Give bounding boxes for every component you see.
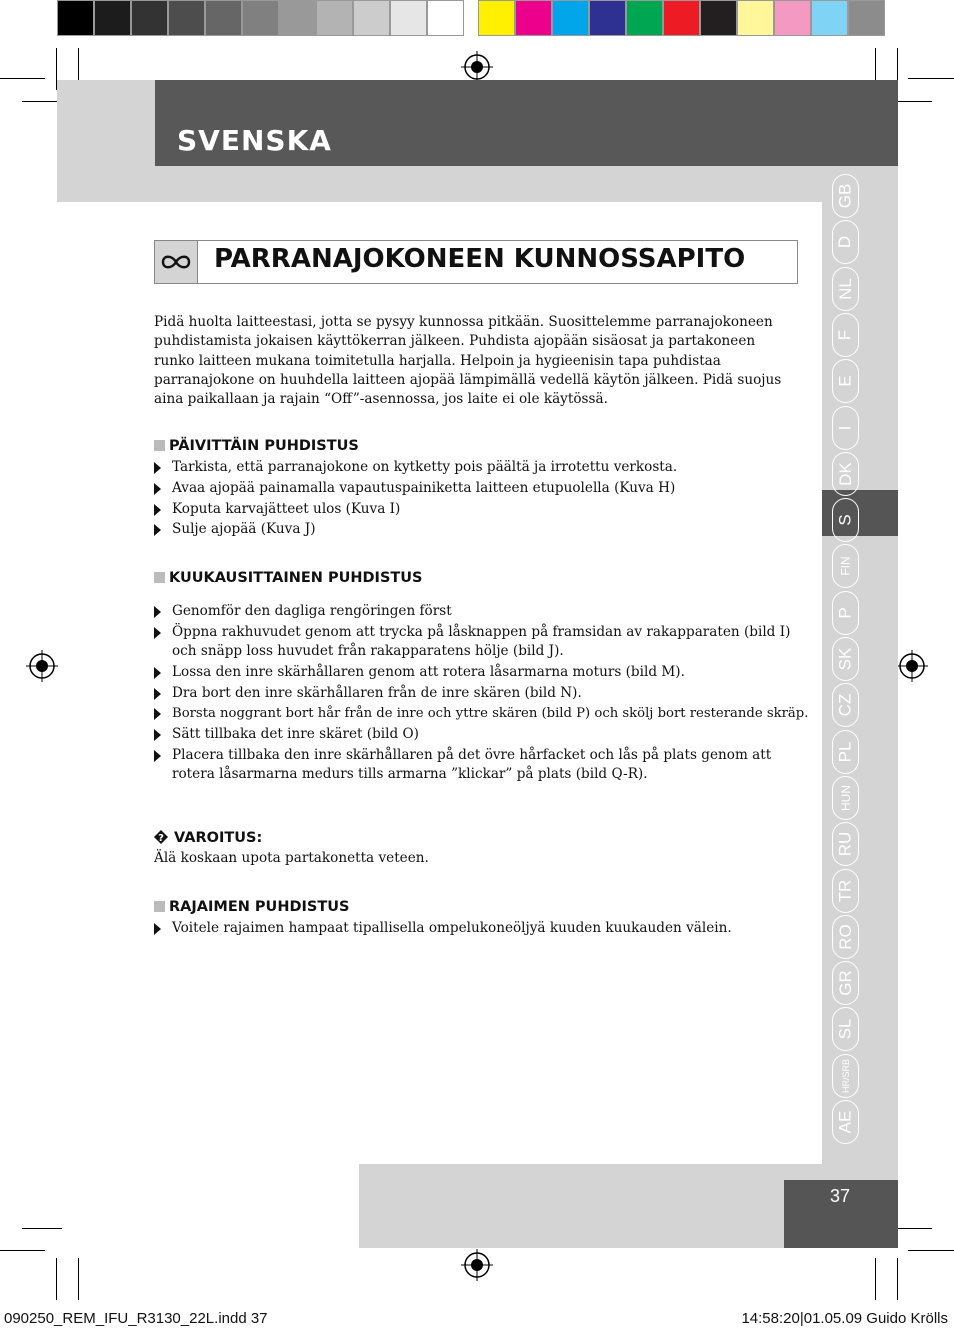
trimmer-cleaning-list [154, 919, 794, 938]
crop-mark [0, 1250, 45, 1251]
language-tab-e: E [832, 359, 859, 403]
intro-paragraph: Pidä huolta laitteestasi, jotta se pysyy kunnossa pitkään. Suosittelemme parranajokoneen puhdistamista jokaisen käyttökerran jälkeen. Puhdista ajopään sisäosat ja partakoneen runko laitteen mukana toimitetulla harjalla. Helpoin ja hygieenisin tapa puhdistaa parranajokone on huuhdella laitteen ajopää lämpimällä vedellä käytön jälkeen. Pidä suojus aina paikallaan ja rajain “Off”-asennossa, jos laite ei ole käytössä. [154, 314, 782, 408]
list-item: Öppna rakhuvudet genom att trycka på låsknappen på framsidan av rakapparaten (bild I) och snäpp loss huvudet från rakapparatens hölje (bild J). [154, 623, 799, 662]
print-footer-timestamp: 14:58:20|01.05.09 Guido Krölls [741, 1310, 948, 1327]
language-tab-tr: TR [832, 869, 859, 913]
page-number: 37 [830, 1186, 851, 1206]
language-tab-ro: RO [832, 915, 859, 959]
color-swatch [700, 0, 737, 36]
monthly-heading-text: KUUKAUSITTAINEN PUHDISTUS [169, 570, 423, 586]
registration-mark-icon [461, 51, 493, 83]
color-swatch [279, 0, 316, 36]
infinity-icon [155, 241, 198, 283]
language-tab-hr-srb: HR/SRB [832, 1054, 859, 1098]
list-item: Dra bort den inre skärhållaren från de inre skären (bild N). [154, 684, 799, 703]
language-tab-cz: CZ [832, 683, 859, 727]
crop-mark [908, 78, 954, 79]
monthly-cleaning-list [154, 602, 809, 785]
color-swatch [626, 0, 663, 36]
color-swatch [57, 0, 94, 36]
list-item: Sätt tillbaka det inre skäret (bild O) [154, 725, 799, 744]
language-title-band [155, 80, 898, 166]
list-item: Koputa karvajätteet ulos (Kuva I) [154, 500, 794, 519]
language-tab-hun: HUN [832, 776, 859, 820]
square-bullet-icon [154, 901, 165, 912]
color-swatch [848, 0, 885, 36]
language-tab-p: P [832, 591, 859, 635]
language-tab-d: D [832, 220, 859, 264]
color-swatch [94, 0, 131, 36]
warning-heading [154, 830, 262, 846]
daily-cleaning-heading [154, 438, 359, 454]
language-tab-gr: GR [832, 961, 859, 1005]
language-tab-pl: PL [832, 730, 859, 774]
registration-mark-icon [461, 1249, 493, 1281]
language-tab-sk: SK [832, 637, 859, 681]
warning-label: VAROITUS: [174, 830, 263, 846]
section-title: PARRANAJOKONEEN KUNNOSSAPITO [214, 244, 746, 274]
language-title: SVENSKA [177, 124, 332, 157]
color-swatch [168, 0, 205, 36]
list-item: Tarkista, että parranajokone on kytketty pois päältä ja irrotettu verkosta. [154, 458, 794, 477]
color-swatch [737, 0, 774, 36]
color-swatch [427, 0, 464, 36]
color-swatch [242, 0, 279, 36]
registration-mark-icon [896, 650, 928, 682]
crop-mark [56, 1258, 57, 1300]
svg-text:?: ? [158, 833, 164, 844]
list-item: Placera tillbaka den inre skärhållaren på det övre hårfacket och lås på plats genom att rotera låsarmarna medurs tills armarna ”klickar” på plats (bild Q-R). [154, 746, 799, 785]
language-tab-s: S [832, 498, 859, 542]
registration-mark-icon [26, 650, 58, 682]
color-swatch [811, 0, 848, 36]
daily-heading-text: PÄIVITTÄIN PUHDISTUS [169, 438, 359, 454]
list-item: Lossa den inre skärhållaren genom att rotera låsarmarna moturs (bild M). [154, 663, 799, 682]
crop-mark [22, 1228, 62, 1229]
trimmer-cleaning-heading [154, 899, 349, 915]
color-swatch [353, 0, 390, 36]
crop-mark [908, 1250, 954, 1251]
language-tab-nl: NL [832, 267, 859, 311]
color-calibration-bar [57, 0, 885, 38]
page-number-box [784, 1180, 898, 1248]
square-bullet-icon [154, 572, 165, 583]
language-tab-ae: AE [832, 1100, 859, 1144]
language-tab-i: I [832, 406, 859, 450]
daily-cleaning-list [154, 458, 794, 540]
color-swatch [589, 0, 626, 36]
list-item: Voitele rajaimen hampaat tipallisella ompelukoneöljyä kuuden kuukauden välein. [154, 919, 794, 938]
color-swatch [390, 0, 427, 36]
list-item: Sulje ajopää (Kuva J) [154, 520, 794, 539]
language-tab-dk: DK [832, 452, 859, 496]
color-swatch [515, 0, 552, 36]
color-swatch [205, 0, 242, 36]
language-tab-fin: FIN [832, 544, 859, 588]
color-swatch [663, 0, 700, 36]
crop-mark [892, 1228, 932, 1229]
color-swatch [316, 0, 353, 36]
crop-mark [875, 1258, 876, 1300]
trimmer-heading-text: RAJAIMEN PUHDISTUS [169, 899, 350, 915]
crop-mark [892, 101, 932, 102]
language-tab-sl: SL [832, 1007, 859, 1051]
language-tab-f: F [832, 313, 859, 357]
warning-icon [154, 830, 168, 844]
color-swatch [552, 0, 589, 36]
crop-mark [897, 1258, 898, 1300]
print-footer-file: 090250_REM_IFU_R3130_22L.indd 37 [4, 1310, 268, 1327]
color-swatch [478, 0, 515, 36]
square-bullet-icon [154, 440, 165, 451]
crop-mark [78, 1258, 79, 1300]
language-tab-gb: GB [832, 174, 859, 218]
list-item: Borsta noggrant bort hår från de inre och yttre skären (bild P) och skölj bort resterande skräp. [154, 704, 799, 723]
list-item: Genomför den dagliga rengöringen först [154, 602, 799, 621]
warning-text: Älä koskaan upota partakonetta veteen. [154, 850, 429, 866]
color-swatch [774, 0, 811, 36]
crop-mark [0, 78, 45, 79]
color-swatch [131, 0, 168, 36]
monthly-cleaning-heading [154, 570, 423, 586]
crop-mark [22, 101, 62, 102]
language-tab-ru: RU [832, 822, 859, 866]
list-item: Avaa ajopää painamalla vapautuspainiketta laitteen etupuolella (Kuva H) [154, 479, 794, 498]
